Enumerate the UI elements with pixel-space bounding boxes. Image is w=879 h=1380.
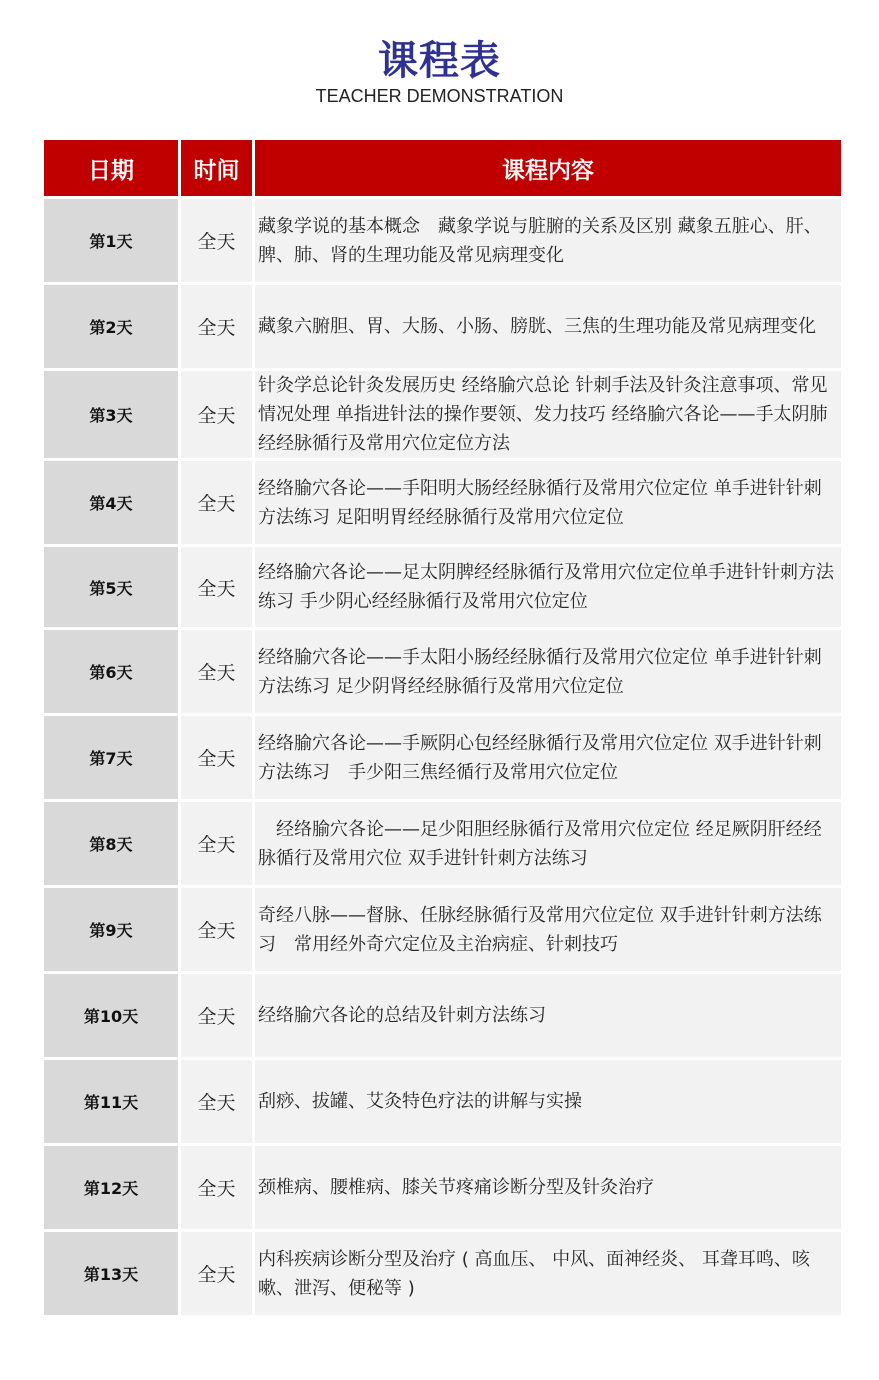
content-cell: 内科疾病诊断分型及治疗 ( 高血压、 中风、面神经炎、 耳聋耳鸣、咳嗽、泄泻、便秘等 ) [255,1232,841,1315]
day-cell: 第3天 [44,371,178,458]
time-cell: 全天 [181,1146,252,1229]
table-row [44,888,841,971]
time-cell: 全天 [181,888,252,971]
day-cell: 第7天 [44,716,178,799]
table-row [44,802,841,885]
table-row [44,371,841,458]
content-cell: 经络腧穴各论——手阳明大肠经经脉循行及常用穴位定位 单手进针针刺方法练习 足阳明胃经经脉循行及常用穴位定位 [255,461,841,544]
content-cell: 藏象六腑胆、胃、大肠、小肠、膀胱、三焦的生理功能及常见病理变化 [255,285,841,368]
content-cell: 经络腧穴各论的总结及针刺方法练习 [255,974,841,1057]
day-cell: 第5天 [44,547,178,627]
table-row [44,199,841,282]
day-cell: 第1天 [44,199,178,282]
header-date: 日期 [44,140,178,196]
table-row [44,461,841,544]
time-cell: 全天 [181,371,252,458]
day-cell: 第6天 [44,630,178,713]
day-cell: 第12天 [44,1146,178,1229]
content-cell: 经络腧穴各论——手厥阴心包经经脉循行及常用穴位定位 双手进针针刺方法练习 手少阳三焦经循行及常用穴位定位 [255,716,841,799]
table-row [44,1060,841,1143]
table-row [44,285,841,368]
content-cell: 经络腧穴各论——足太阴脾经经脉循行及常用穴位定位单手进针针刺方法练习 手少阴心经经脉循行及常用穴位定位 [255,547,841,627]
day-cell: 第9天 [44,888,178,971]
day-cell: 第10天 [44,974,178,1057]
time-cell: 全天 [181,630,252,713]
time-cell: 全天 [181,1232,252,1315]
content-cell: 奇经八脉——督脉、任脉经脉循行及常用穴位定位 双手进针针刺方法练习 常用经外奇穴定位及主治病症、针刺技巧 [255,888,841,971]
day-cell: 第11天 [44,1060,178,1143]
content-cell: 经络腧穴各论——手太阳小肠经经脉循行及常用穴位定位 单手进针针刺方法练习 足少阴肾经经脉循行及常用穴位定位 [255,630,841,713]
time-cell: 全天 [181,802,252,885]
time-cell: 全天 [181,547,252,627]
table-row [44,630,841,713]
header-content: 课程内容 [255,140,841,196]
table-row [44,1232,841,1315]
time-cell: 全天 [181,1060,252,1143]
content-cell: 刮痧、拔罐、艾灸特色疗法的讲解与实操 [255,1060,841,1143]
time-cell: 全天 [181,285,252,368]
schedule-table [41,137,844,1318]
day-cell: 第13天 [44,1232,178,1315]
day-cell: 第4天 [44,461,178,544]
table-row [44,974,841,1057]
day-cell: 第8天 [44,802,178,885]
table-row [44,547,841,627]
content-cell: 针灸学总论针灸发展历史 经络腧穴总论 针刺手法及针灸注意事项、常见情况处理 单指进针法的操作要领、发力技巧 经络腧穴各论——手太阴肺经经脉循行及常用穴位定位方法 [255,371,841,458]
table-header-row [44,140,841,196]
table-row [44,1146,841,1229]
header-time: 时间 [181,140,252,196]
page-subtitle: TEACHER DEMONSTRATION [315,86,564,106]
time-cell: 全天 [181,199,252,282]
content-cell: 藏象学说的基本概念 藏象学说与脏腑的关系及区别 藏象五脏心、肝、脾、肺、肾的生理功能及常见病理变化 [255,199,841,282]
time-cell: 全天 [181,461,252,544]
content-cell: 经络腧穴各论——足少阳胆经脉循行及常用穴位定位 经足厥阴肝经经脉循行及常用穴位 双手进针针刺方法练习 [255,802,841,885]
content-cell: 颈椎病、腰椎病、膝关节疼痛诊断分型及针灸治疗 [255,1146,841,1229]
table-row [44,716,841,799]
time-cell: 全天 [181,716,252,799]
time-cell: 全天 [181,974,252,1057]
page-title: 课程表 [378,38,501,84]
day-cell: 第2天 [44,285,178,368]
